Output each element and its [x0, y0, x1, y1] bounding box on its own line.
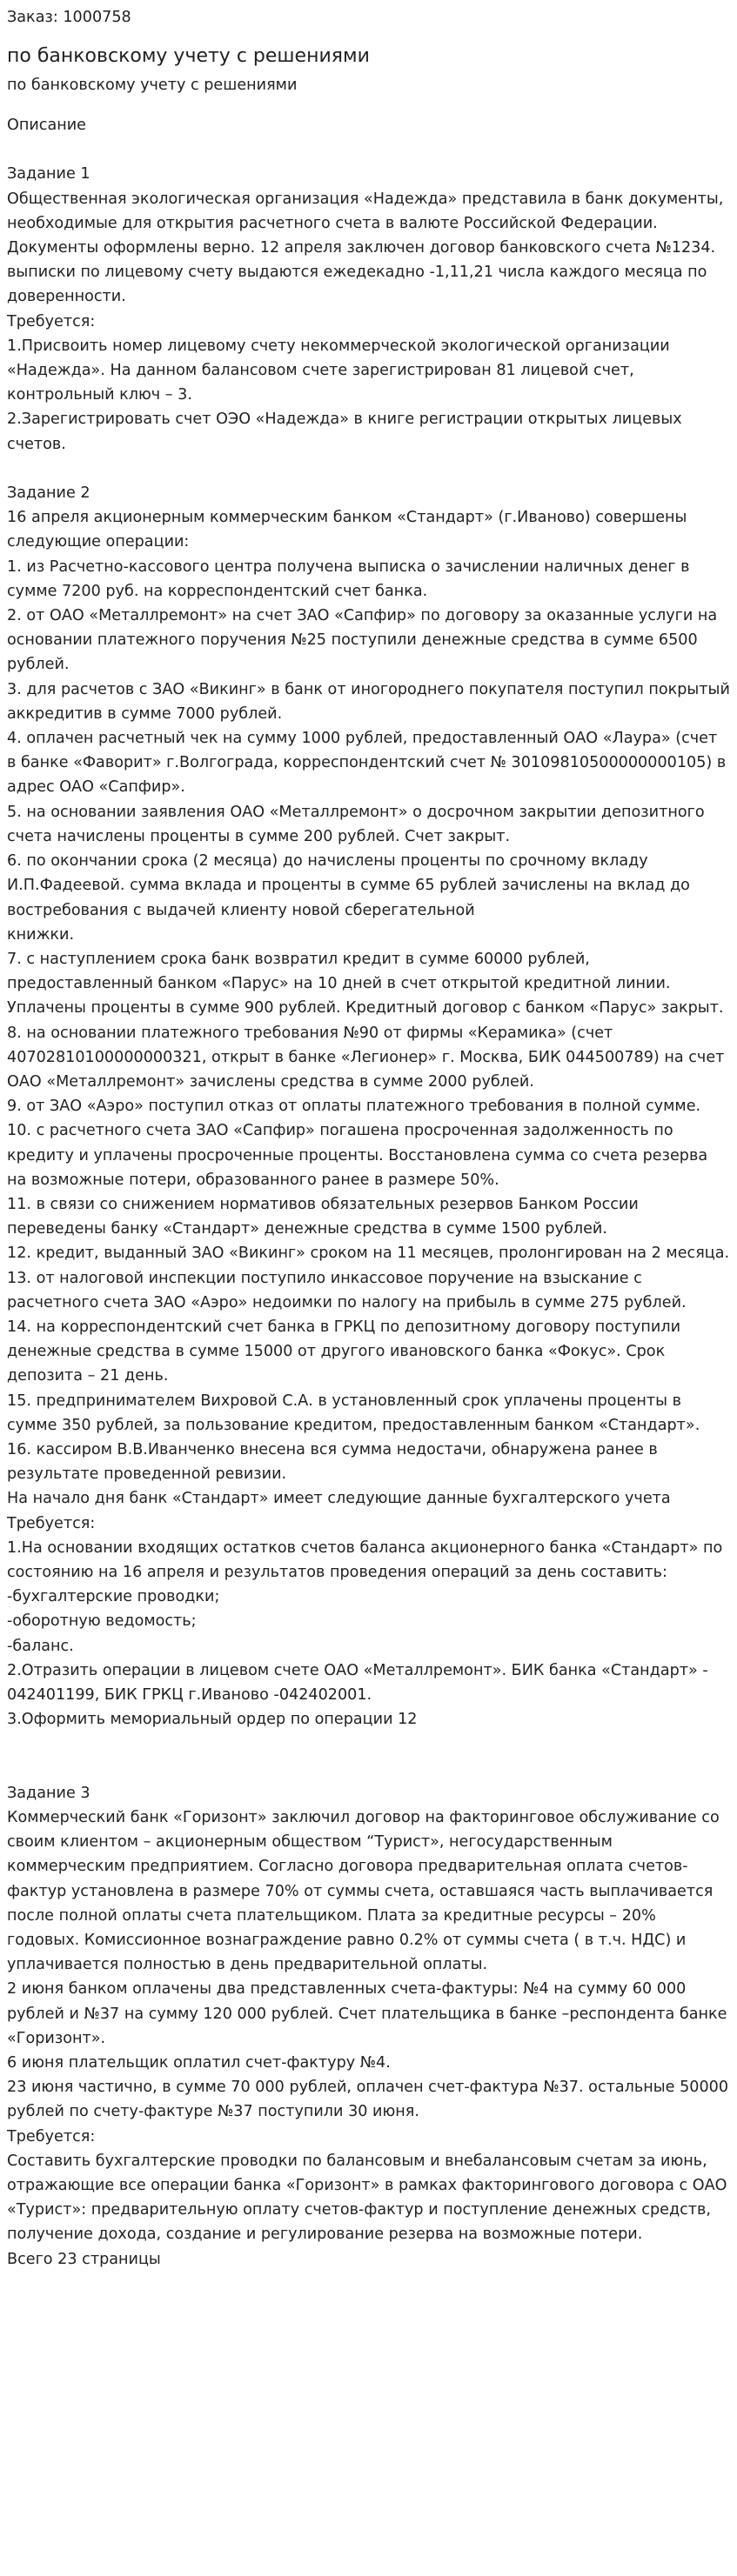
order-line — [7, 5, 730, 30]
description-body: Задание 1 Общественная экологическая организация «Надежда» представила в банк документы, необходимые для открытия расчетного счета в валюте Российской Федерации. Документы оформлены верно. 12 апреля заключен договор банковского счета №1234. выписки по лицевому счету выдаются ежедекадно -1,11,21 числа каждого месяца по доверенности. Требуется: 1.Присвоить номер лицевому счету некоммерческой экологической организации «Надежда». На данном балансовом счете зарегистрирован 81 лицевой счет, контрольный ключ – 3. 2.Зарегистрировать счет ОЭО «Надежда» в книге регистрации открытых лицевых счетов. Задание 2 16 апреля акционерным коммерческим банком «Стандарт» (г.Иваново) совершены следующие операции: 1. из Расчетно-кассового центра получена выписка о зачислении наличных денег в сумме 7200 руб. на корреспондентский счет банка. 2. от ОАО «Металлремонт» на счет ЗАО «Сапфир» по договору за оказанные услуги на основании платежного поручения №25 поступили денежные средства в сумме 6500 рублей. 3. для расчетов с ЗАО «Викинг» в банк от иногороднего покупателя поступил покрытый аккредитив в сумме 7000 рублей. 4. оплачен расчетный чек на сумму 1000 рублей, предоставленный ОАО «Лаура» (счет в банке «Фаворит» г.Волгограда, корреспондентский счет № 30109810500000000105) в адрес ОАО «Сапфир». 5. на основании заявления ОАО «Металлремонт» о досрочном закрытии депозитного счета начислены проценты в сумме 200 рублей. Счет закрыт. 6. по окончании срока (2 месяца) до начислены проценты по срочному вкладу И.П.Фадеевой. сумма вклада и проценты в сумме 65 рублей зачислены на вклад до востребования с выдачей клиенту новой сберегательной книжки. 7. с наступлением срока банк возвратил кредит в сумме 60000 рублей, предоставленный банком «Парус» на 10 дней в счет открытой кредитной линии. Уплачены проценты в сумме 900 рублей. Кредитный договор с банком «Парус» закрыт. 8. на основании платежного требования №90 от фирмы «Керамика» (счет 40702810100000000321, открыт в банке «Легионер» г. Москва, БИК 044500789) на счет ОАО «Металлремонт» зачислены средства в сумме 2000 рублей. 9. от ЗАО «Аэро» поступил отказ от оплаты платежного требования в полной сумме. 10. с расчетного счета ЗАО «Сапфир» погашена просроченная задолженность по кредиту и уплачены просроченные проценты. Восстановлена сумма со счета резерва на возможные потери, образованного ранее в размере 50%. 11. в связи со снижением нормативов обязательных резервов Банком России переведены банку «Стандарт» денежные средства в сумме 1500 рублей. 12. кредит, выданный ЗАО «Викинг» сроком на 11 месяцев, пролонгирован на 2 месяца. 13. от налоговой инспекции поступило инкассовое поручение на взыскание с расчетного счета ЗАО «Аэро» недоимки по налогу на прибыль в сумме 275 рублей. 14. на корреспондентский счет банка в ГРКЦ по депозитному договору поступили денежные средства в сумме 15000 от другого ивановского банка «Фокус». Срок депозита – 21 день. 15. предпринимателем Вихровой С.А. в установленный срок уплачены проценты в сумме 350 рублей, за пользование кредитом, предоставленным банком «Стандарт». 16. кассиром В.В.Иванченко внесена вся сумма недостачи, обнаружена ранее в результате проведенной ревизии. На начало дня банк «Стандарт» имеет следующие данные бухгалтерского учета Требуется: 1.На основании входящих остатков счетов баланса акционерного банка «Стандарт» по состоянию на 16 апреля и результатов проведения операций за день составить: -бухгалтерские проводки; -оборотную ведомость; -баланс. 2.Отразить операции в лицевом счете ОАО «Металлремонт». БИК банка «Стандарт» - 042401199, БИК ГРКЦ г.Иваново -042402001. 3.Оформить мемориальный ордер по операции 12 Задание 3 Коммерческий банк «Горизонт» заключил договор на факторинговое обслуживание со своим клиентом – акционерным обществом “Турист», негосударственным коммерческим предприятием. Согласно договора предварительная оплата счетов-фактур установлена в размере 70% от суммы счета, оставшаяся часть выплачивается после полной оплаты счета плательщиком. Плата за кредитные ресурсы – 20% годовых. Комиссионное вознаграждение равно 0.2% от суммы счета ( в т.ч. НДС) и уплачивается полностью в день предварительной оплаты. 2 июня банком оплачены два представленных счета-фактуры: №4 на сумму 60 000 рублей и №37 на сумму 120 000 рублей. Счет плательщика в банке –респондента банке «Горизонт». 6 июня плательщик оплатил счет-фактуру №4. 23 июня частично, в сумме 70 000 рублей, оплачен счет-фактура №37. остальные 50000 рублей по счету-фактуре №37 поступили 30 июня. Требуется: Составить бухгалтерские проводки по балансовым и внебалансовым счетам за июнь, отражающие все операции банка «Горизонт» в рамках факторингового договора с ОАО «Турист»: предварительную оплату счетов-фактур и поступление денежных средств, получение дохода, создание и регулирование резерва на возможные потери. — [7, 165, 730, 2244]
page-title: по банковскому учету с решениями — [7, 45, 370, 67]
order-number: 1000758 — [63, 9, 131, 26]
order-label: Заказ: — [7, 9, 58, 26]
description-label: Описание — [7, 117, 87, 134]
subtitle: по банковскому учету с решениями — [7, 77, 298, 94]
page-count: Всего 23 страницы — [7, 2250, 161, 2268]
